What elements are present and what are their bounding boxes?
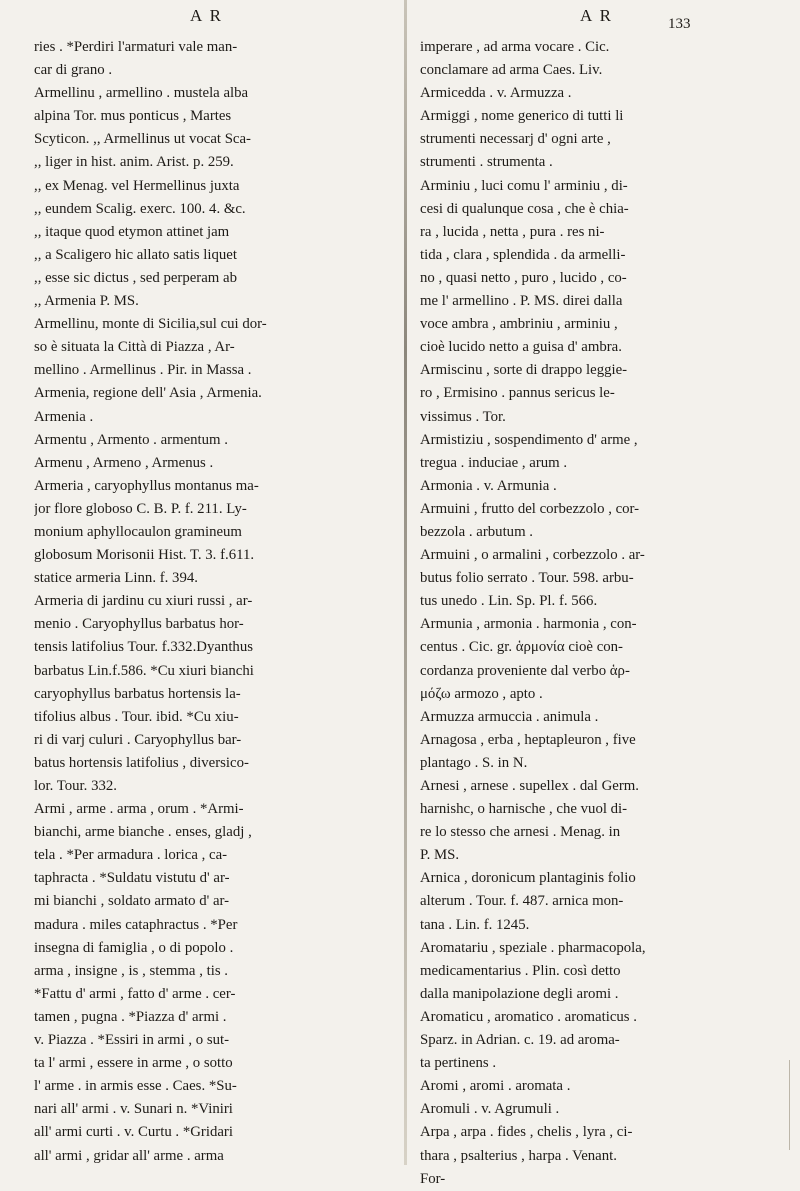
right-column-line: Armunia , armonia . harmonia , con- [420,616,637,633]
right-column-line: thara , psalterius , harpa . Venant. [420,1147,617,1164]
left-column-line: jor flore globoso C. B. P. f. 211. Ly- [34,500,247,517]
right-column-line: Arnesi , arnese . supellex . dal Germ. [420,778,640,794]
left-column-line: globosum Morisonii Hist. T. 3. f.611. [34,547,255,564]
left-column-line: caryophyllus barbatus hortensis la- [34,685,241,702]
left-column-line: all' armi , gridar all' arme . arma [34,1147,224,1164]
right-column-line: Arnica , doronicum plantaginis folio [420,870,636,887]
right-column-line: Armuzza armuccia . animula . [420,708,599,725]
right-column-line: no , quasi netto , puro , lucido , co- [420,269,627,286]
right-column-line: cordanza proveniente dal verbo ἁρ- [420,662,630,679]
left-column-line: Armenu , Armeno , Armenus . [34,454,214,471]
left-column-line: Armenia . [34,408,94,425]
left-column-line: taphracta . *Suldatu vistutu d' ar- [34,870,230,887]
right-column-line: voce ambra , ambriniu , arminiu , [420,316,618,333]
right-column-line: ro , Ermisino . pannus sericus le- [420,385,615,402]
right-column-line: Aromuli . v. Agrumuli . [420,1101,560,1118]
left-column-line: Armenia, regione dell' Asia , Armenia. [34,385,262,402]
left-column-line: statice armeria Linn. f. 394. [34,570,198,587]
left-column-line: ,, Armenia P. MS. [34,293,139,310]
left-column-line: monium aphyllocaulon gramineum [34,523,242,540]
right-column-line: Arminiu , luci comu l' arminiu , di- [420,177,628,194]
right-column-line: centus . Cic. gr. ἁρμονία cioè con- [420,639,623,656]
right-column-line: strumenti necessarj d' ogni arte , [420,131,611,148]
right-column [420,36,772,1191]
left-column-line: insegna di famiglia , o di popolo . [34,939,234,956]
running-header-right: A R [580,6,613,25]
right-column-line: Armonia . v. Armunia . [420,477,557,494]
right-column-line: Arnagosa , erba , heptapleuron , five [420,731,636,748]
right-column-line: Armuini , o armalini , corbezzolo . ar- [420,547,645,564]
right-column-line: bezzola . arbutum . [420,523,533,540]
right-column-line: conclamare ad arma Caes. Liv. [420,62,603,79]
right-column-line: me l' armellino . P. MS. direi dalla [420,293,623,310]
column-gutter-binding [404,0,407,1165]
right-column-line: P. MS. [420,847,460,864]
right-column-line: Armistiziu , sospendimento d' arme , [420,431,638,448]
right-column-line: Sparz. in Adrian. c. 19. ad aroma- [420,1032,620,1049]
left-column-line: Armi , arme . arma , orum . *Armi- [34,801,244,818]
left-column-line: madura . miles cataphractus . *Per [34,916,238,933]
right-column-line: Arpa , arpa . fides , chelis , lyra , ci- [420,1124,633,1141]
right-column-line: ra , lucida , netta , pura . res ni- [420,223,605,240]
right-column-line: Armicedda . v. Armuzza . [420,85,572,102]
right-column-line: ta pertinens . [420,1055,497,1072]
page-number: 133 [668,16,691,32]
left-column-line: *Fattu d' armi , fatto d' arme . cer- [34,985,236,1002]
left-column-line: tamen , pugna . *Piazza d' armi . [34,1008,227,1025]
right-column-line: strumenti . strumenta . [420,154,553,171]
right-column-line: harnishc, o harnische , che vuol di- [420,801,628,818]
left-column-line: l' arme . in armis esse . Caes. *Su- [34,1078,237,1095]
right-column-line: Aromi , aromi . aromata . [420,1078,571,1095]
left-column-line: so è situata la Città di Piazza , Ar- [34,339,235,356]
left-column-line: nari all' armi . v. Sunari n. *Viniri [34,1101,233,1118]
right-column-line: imperare , ad arma vocare . Cic. [420,39,610,55]
right-column-line: medicamentarius . Plin. così detto [420,962,621,979]
left-column-line: tifolius albus . Tour. ibid. *Cu xiu- [34,708,239,725]
left-column-line: v. Piazza . *Essiri in armi , o sut- [34,1032,230,1049]
left-column-line: menio . Caryophyllus barbatus hor- [34,616,244,633]
left-column-line: batus hortensis latifolius , diversico- [34,754,249,771]
right-column-line: plantago . S. in N. [420,754,528,771]
left-column-line: tela . *Per armadura . lorica , ca- [34,847,228,864]
running-header-left: A R [190,6,223,25]
left-column-line: arma , insigne , is , stemma , tis . [34,962,228,979]
left-column-line: Armellinu , armellino . mustela alba [34,85,249,102]
left-column-line: ,, ex Menag. vel Hermellinus juxta [34,177,240,194]
left-column-line: bianchi, arme bianche . enses, gladj , [34,824,252,841]
left-column-line: mellino . Armellinus . Pir. in Massa . [34,362,252,379]
left-column-line: ,, itaque quod etymon attinet jam [34,223,230,240]
right-column-line: dalla manipolazione degli aromi . [420,985,619,1002]
right-column-line: cesi di qualunque cosa , che è chia- [420,200,629,217]
left-column-line: Scyticon. ,, Armellinus ut vocat Sca- [34,131,251,148]
left-column-line: Armeria di jardinu cu xiuri russi , ar- [34,593,253,610]
right-column-line: vissimus . Tor. [420,408,506,425]
right-column-line: Aromatariu , speziale . pharmacopola, [420,939,646,956]
left-column-line: alpina Tor. mus ponticus , Martes [34,108,232,125]
right-column-line: Armiggi , nome generico di tutti li [420,108,624,125]
left-column-line: Armentu , Armento . armentum . [34,431,228,448]
left-column-line: ,, esse sic dictus , sed perperam ab [34,269,237,286]
right-column-line: Armiscinu , sorte di drappo leggie- [420,362,628,379]
right-column-line: tana . Lin. f. 1245. [420,916,530,933]
left-column-line: ,, eundem Scalig. exerc. 100. 4. &c. [34,200,246,217]
right-column-line: tregua . induciae , arum . [420,454,568,471]
right-column-line: Aromaticu , aromatico . aromaticus . [420,1008,637,1025]
right-column-line: tus unedo . Lin. Sp. Pl. f. 566. [420,593,598,610]
left-column-line: ,, liger in hist. anim. Arist. p. 259. [34,154,234,171]
left-column-line: ,, a Scaligero hic allato satis liquet [34,246,237,263]
right-column-line: tida , clara , splendida . da armelli- [420,246,626,263]
left-column-line: all' armi curti . v. Curtu . *Gridari [34,1124,233,1141]
left-column-line: tensis latifolius Tour. f.332.Dyanthus [34,639,253,656]
left-column-line: Armeria , caryophyllus montanus ma- [34,477,259,494]
left-column-line: mi bianchi , soldato armato d' ar- [34,893,230,910]
right-column-line: For- [420,1170,446,1187]
right-column-line: re lo stesso che arnesi . Menag. in [420,824,621,841]
left-column-line: car di grano . [34,62,113,79]
page-edge-mark [753,1060,790,1150]
left-column-line: Armellinu, monte di Sicilia,sul cui dor- [34,316,267,333]
right-column-line: Armuini , frutto del corbezzolo , cor- [420,500,640,517]
left-column-line: lor. Tour. 332. [34,778,117,794]
right-column-line: μόζω armozo , apto . [420,685,543,702]
left-column-line: ries . *Perdiri l'armaturi vale man- [34,39,238,55]
left-column [34,36,394,1168]
left-column-line: ta l' armi , essere in arme , o sotto [34,1055,233,1072]
left-column-line: ri di varj culuri . Caryophyllus bar- [34,731,242,748]
right-column-line: butus folio serrato . Tour. 598. arbu- [420,570,634,587]
left-column-line: barbatus Lin.f.586. *Cu xiuri bianchi [34,662,254,679]
right-column-line: alterum . Tour. f. 487. arnica mon- [420,893,624,910]
right-column-line: cioè lucido netto a guisa d' ambra. [420,339,622,356]
